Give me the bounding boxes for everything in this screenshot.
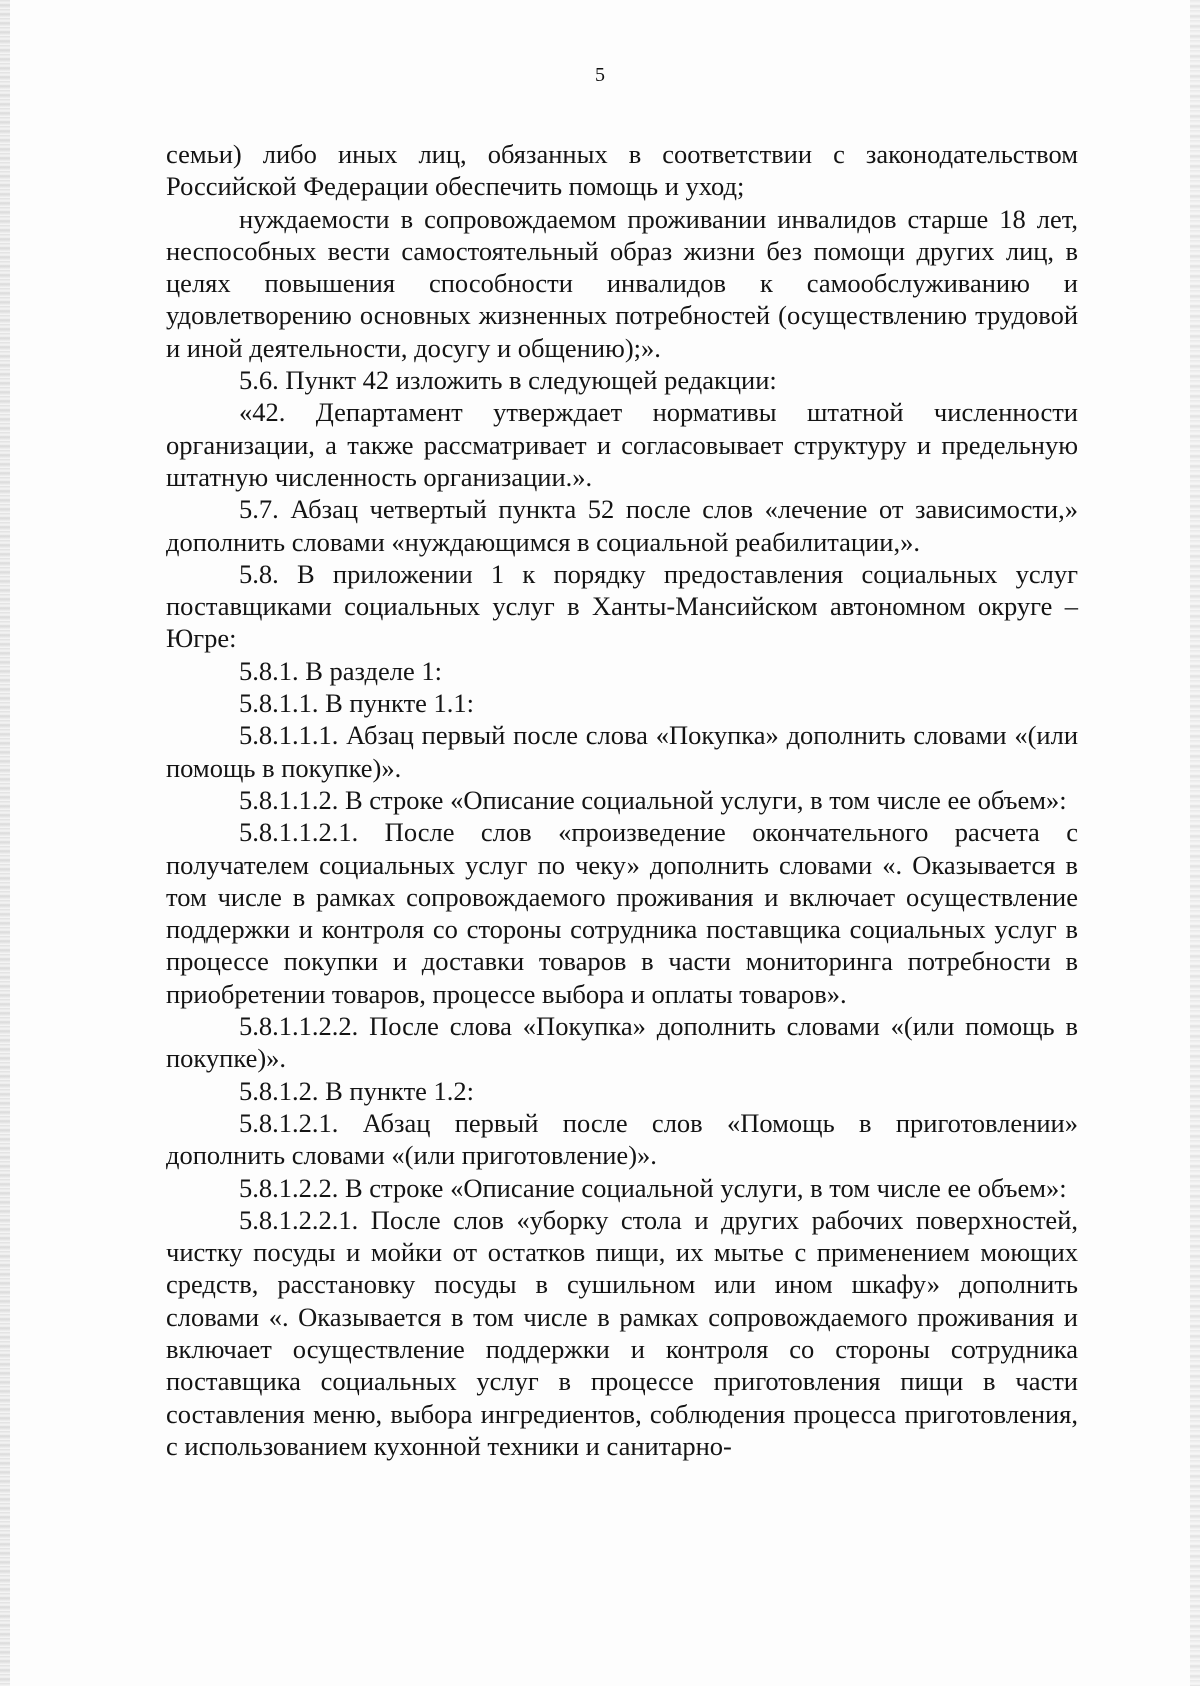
paragraph: 5.8.1.1.1. Абзац первый после слова «Покупка» дополнить словами «(или помощь в покупке)». <box>166 720 1078 783</box>
paragraph: 5.8.1.2.2.1. После слов «уборку стола и других рабочих поверхностей, чистку посуды и мойки от остатков пищи, их мытье с применением моющих средств, расстановку посуды в сушильном или ином шкафу» дополнить словами «. Оказывается в том числе в рамках сопровождаемого проживания и включает осуществление поддержки и контроля со стороны сотрудника поставщика социальных услуг в процессе приготовления пищи в части составления меню, выбора ингредиентов, соблюдения процесса приготовления, с использованием кухонной техники и санитарно- <box>166 1204 1078 1461</box>
scan-edge-left <box>0 0 10 1686</box>
paragraph: «42. Департамент утверждает нормативы штатной численности организации, а также рассматривает и согласовывает структуру и предельную штатную численность организации.». <box>166 397 1078 492</box>
paragraph: 5.8.1.1.2.1. После слов «произведение окончательного расчета с получателем социальных услуг по чеку» дополнить словами «. Оказывается в том числе в рамках сопровождаемого проживания и включает осуществление поддержки и контроля со стороны сотрудника поставщика социальных услуг в процессе покупки и доставки товаров в части мониторинга потребности в приобретении товаров, процессе выбора и оплаты товаров». <box>166 817 1078 1009</box>
scan-edge-right <box>1190 0 1200 1686</box>
paragraph: 5.8.1.2. В пункте 1.2: <box>239 1075 475 1106</box>
page-number: 5 <box>595 64 605 86</box>
paragraph: 5.8.1. В разделе 1: <box>239 655 443 686</box>
paragraph: 5.8. В приложении 1 к порядку предоставления социальных услуг поставщиками социальных услуг в Ханты-Мансийском автономном округе – Югре: <box>166 558 1078 654</box>
paragraph: 5.6. Пункт 42 изложить в следующей редакции: <box>239 365 777 396</box>
paragraph: нуждаемости в сопровождаемом проживании инвалидов старше 18 лет, неспособных вести самостоятельный образ жизни без помощи других лиц, в целях повышения способности инвалидов к самообслуживанию и удовлетворению основных жизненных потребностей (осуществлению трудовой и иной деятельности, досугу и общению);». <box>166 203 1078 363</box>
paragraph: 5.8.1.2.1. Абзац первый после слов «Помощь в приготовлении» дополнить словами «(или приготовление)». <box>166 1107 1078 1171</box>
paragraph: семьи) либо иных лиц, обязанных в соответствии с законодательством Российской Федерации обеспечить помощь и уход; <box>166 139 1078 202</box>
paragraph: 5.8.1.1.2. В строке «Описание социальной услуги, в том числе ее объем»: <box>239 784 1067 815</box>
paragraph: 5.7. Абзац четвертый пункта 52 после слов «лечение от зависимости,» дополнить словами «нуждающимся в социальной реабилитации,». <box>166 494 1078 557</box>
paragraph: 5.8.1.1.2.2. После слова «Покупка» дополнить словами «(или помощь в покупке)». <box>166 1011 1078 1074</box>
paragraph: 5.8.1.1. В пункте 1.1: <box>239 688 475 719</box>
paragraph: 5.8.1.2.2. В строке «Описание социальной услуги, в том числе ее объем»: <box>239 1172 1067 1203</box>
document-body <box>166 138 1078 1462</box>
